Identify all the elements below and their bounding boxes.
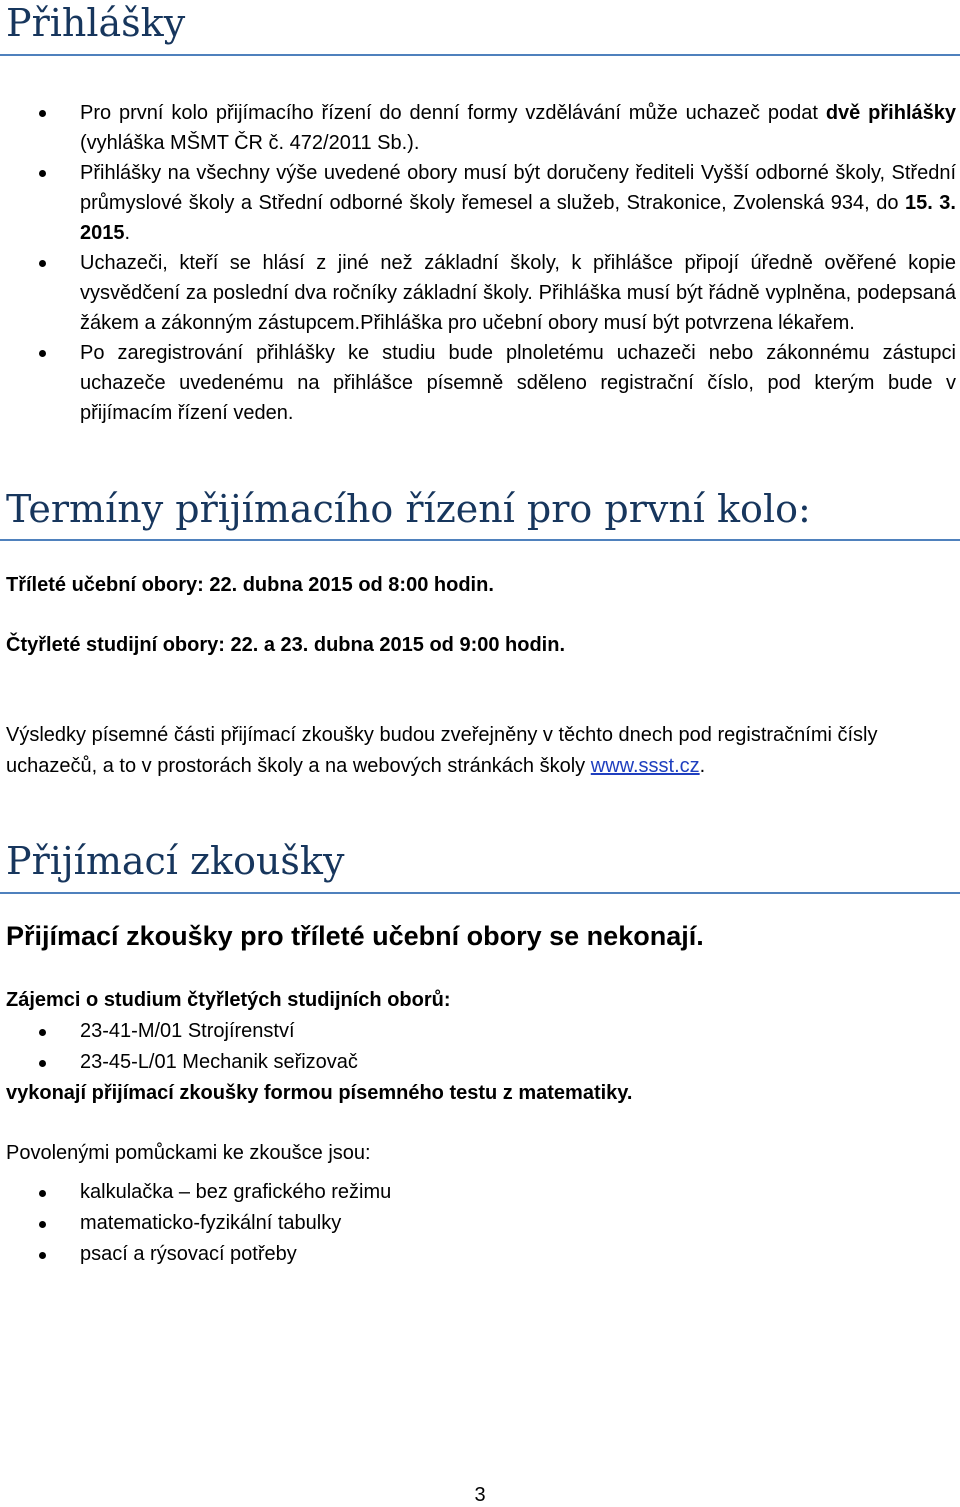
prihlasky-list [0,98,960,428]
page-number: 3 [474,1484,486,1506]
section-heading-terminy: Termíny přijímacího řízení pro první kolo: [0,488,960,542]
results-end: . [699,755,706,778]
item-text-end: . [124,221,131,244]
item-bold-text: 15. 3. 2015 [80,191,956,244]
exam-info: vykonají přijímací zkoušky formou písemného testu z matematiky. [6,1082,633,1105]
list-item [0,338,960,428]
list-item: kalkulačka – bez grafického režimu [0,1177,960,1208]
section-heading-prihlasky: Přihlášky [0,0,960,56]
aids-list [0,1177,960,1270]
list-item: 23-45-L/01 Mechanik seřizovač [0,1047,960,1078]
results-text: Výsledky písemné části přijímací zkoušky budou zveřejněny v těchto dnech pod registračními čísly uchazečů, a to v prostorách školy a na webových stránkách školy [6,724,878,778]
item-bold-text: dvě přihlášky [825,101,956,124]
interested-heading: Zájemci o studium čtyřletých studijních oborů: [6,989,451,1012]
item-text: Pro první kolo přijímacího řízení do denní formy vzdělávání může uchazeč podat [80,101,826,124]
term-three-year: Tříleté učební obory: 22. dubna 2015 od 8:00 hodin. [6,574,494,597]
programs-list [0,1016,960,1078]
list-item: psací a rýsovací potřeby [0,1239,960,1270]
list-item: 23-41-M/01 Strojírenství [0,1016,960,1047]
list-item [0,248,960,338]
item-text: Přihlášky na všechny výše uvedené obory musí být doručeny řediteli Vyšší odborné školy, Střední průmyslové školy a Střední odborné školy řemesel a služeb, Strakonice, Zvolenská 934, do [80,161,956,214]
list-item [0,158,960,248]
item-text-end: (vyhláška MŠMT ČR č. 472/2011 Sb.). [80,131,420,154]
list-item: matematicko-fyzikální tabulky [0,1208,960,1239]
item-text: Uchazeči, kteří se hlásí z jiné než základní školy, k přihlášce připojí úředně ověřené kopie vysvědčení za poslední dva ročníky základní školy. Přihláška musí být řádně vyplněna, podepsaná žákem a zákonným zástupcem.Přihláška pro učební obory musí být potvrzena lékařem. [80,251,956,334]
list-item [0,98,960,158]
results-paragraph [0,720,960,782]
aids-intro: Povolenými pomůckami ke zkoušce jsou: [6,1142,371,1165]
school-website-link[interactable]: www.ssst.cz [590,755,700,778]
no-exam-notice: Přijímací zkoušky pro tříleté učební obory se nekonají. [6,921,704,952]
term-four-year: Čtyřleté studijní obory: 22. a 23. dubna 2015 od 9:00 hodin. [6,634,566,657]
item-text: Po zaregistrování přihlášky ke studiu bude plnoletému uchazeči nebo zákonnému zástupci uchazeče uvedenému na přihlášce písemně sděleno registrační číslo, pod kterým bude v přijímacím řízení veden. [80,341,956,424]
section-heading-zkousky: Přijímací zkoušky [0,840,960,894]
